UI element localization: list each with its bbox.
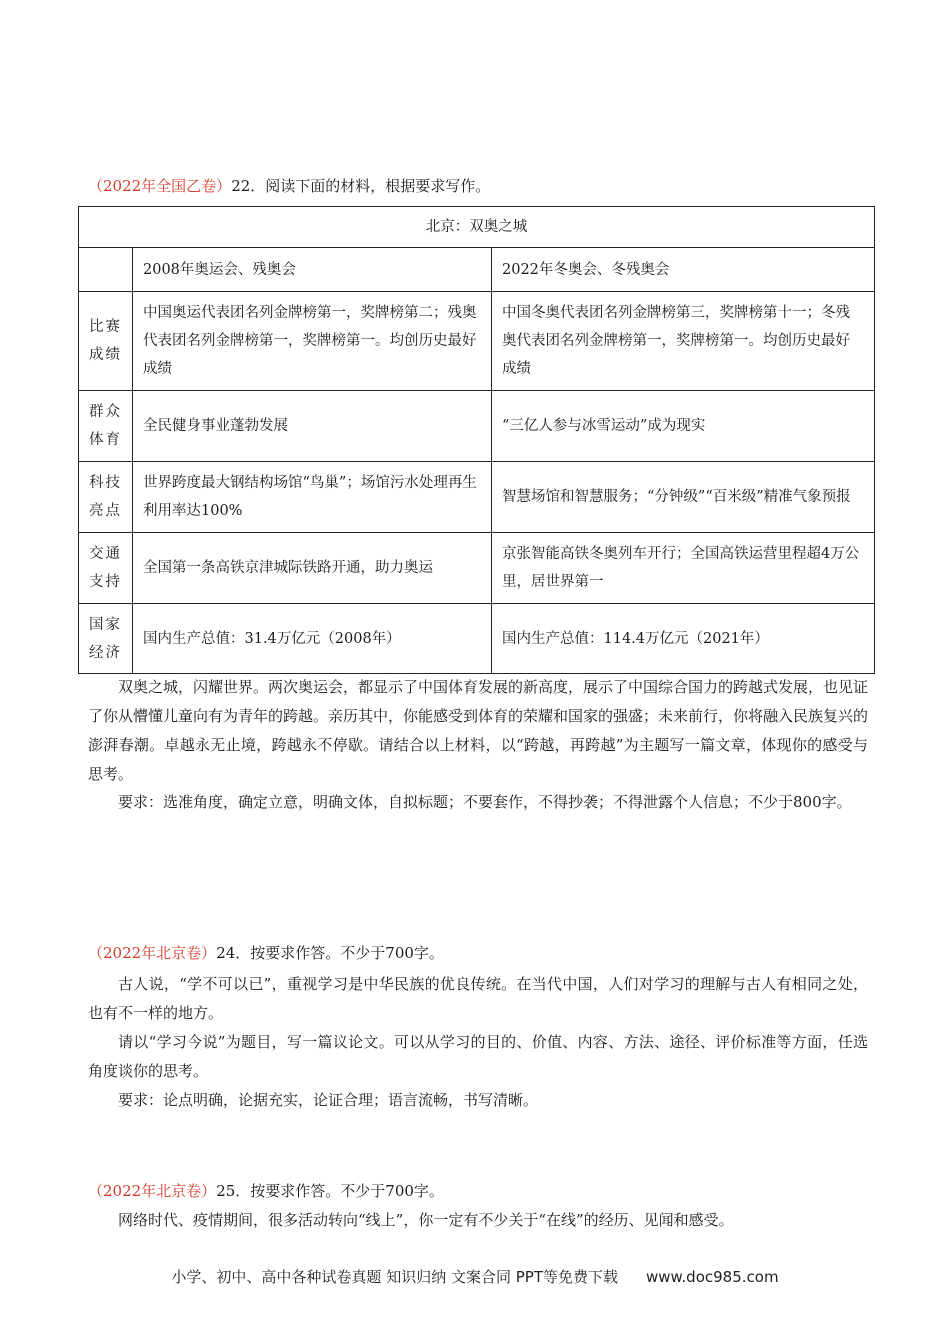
q25-heading bbox=[88, 1180, 444, 1202]
cell-2022: 京张智能高铁冬奥列车开行；全国高铁运营里程超4万公里，居世界第一 bbox=[492, 533, 875, 604]
q24-prompt: 24．按要求作答。不少于700字。 bbox=[216, 944, 444, 962]
cell-2008: 国内生产总值：31.4万亿元（2008年） bbox=[133, 604, 492, 674]
table-header-2022: 2022年冬奥会、冬残奥会 bbox=[492, 248, 875, 292]
q25-prompt: 25．按要求作答。不少于700字。 bbox=[216, 1182, 444, 1200]
q22-heading bbox=[88, 175, 490, 197]
q22-source: （2022年全国乙卷） bbox=[88, 177, 232, 195]
q24-heading bbox=[88, 942, 444, 964]
q22-requirement: 要求：选准角度，确定立意，明确文体，自拟标题；不要套作，不得抄袭；不得泄露个人信息；不少于800字。 bbox=[118, 793, 852, 811]
row-label: 交通支持 bbox=[79, 533, 133, 604]
table-row bbox=[79, 462, 875, 533]
q25-paragraph-1: 网络时代、疫情期间，很多活动转向“线上”，你一定有不少关于“在线”的经历、见闻和感受。 bbox=[118, 1211, 734, 1229]
cell-2022: 中国冬奥代表团名列金牌榜第三，奖牌榜第十一；冬残奥代表团名列金牌榜第一，奖牌榜第一。均创历史最好成绩 bbox=[492, 292, 875, 391]
table-header-2008: 2008年奥运会、残奥会 bbox=[133, 248, 492, 292]
olympics-table bbox=[78, 206, 875, 674]
cell-2008: 中国奥运代表团名列金牌榜第一，奖牌榜第二；残奥代表团名列金牌榜第一，奖牌榜第一。均创历史最好成绩 bbox=[133, 292, 492, 391]
q22-body: 双奥之城，闪耀世界。两次奥运会，都显示了中国体育发展的新高度，展示了中国综合国力的跨越式发展，也见证了你从懵懂儿童向有为青年的跨越。亲历其中，你能感受到体育的荣耀和国家的强盛；未来前行，你将融入民族复兴的澎湃春潮。卓越永无止境，跨越永不停歇。请结合以上材料，以“跨越，再跨越”为主题写一篇文章，体现你的感受与思考。 bbox=[88, 678, 869, 783]
table-row bbox=[79, 533, 875, 604]
footer-link[interactable]: www.doc985.com bbox=[645, 1268, 779, 1286]
footer-text: 小学、初中、高中各种试卷真题 知识归纳 文案合同 PPT等免费下载 bbox=[171, 1268, 618, 1286]
q24-source: （2022年北京卷） bbox=[88, 944, 217, 962]
table-row bbox=[79, 292, 875, 391]
row-label: 国家经济 bbox=[79, 604, 133, 674]
cell-2022: 国内生产总值：114.4万亿元（2021年） bbox=[492, 604, 875, 674]
row-label: 科技亮点 bbox=[79, 462, 133, 533]
page-footer bbox=[0, 1266, 950, 1287]
table-corner-cell bbox=[79, 248, 133, 292]
q24-requirement: 要求：论点明确，论据充实，论证合理；语言流畅，书写清晰。 bbox=[118, 1091, 539, 1109]
q24-paragraph-1: 古人说，“学不可以已”，重视学习是中华民族的优良传统。在当代中国，人们对学习的理解与古人有相同之处，也有不一样的地方。 bbox=[88, 975, 868, 1022]
cell-2008: 世界跨度最大钢结构场馆“鸟巢”；场馆污水处理再生利用率达100% bbox=[133, 462, 492, 533]
cell-2008: 全民健身事业蓬勃发展 bbox=[133, 391, 492, 462]
table-row bbox=[79, 391, 875, 462]
q25-source: （2022年北京卷） bbox=[88, 1182, 217, 1200]
cell-2022: 智慧场馆和智慧服务；“分钟级”“百米级”精准气象预报 bbox=[492, 462, 875, 533]
q24-paragraph-2: 请以“学习今说”为题目，写一篇议论文。可以从学习的目的、价值、内容、方法、途径、评价标准等方面，任选角度谈你的思考。 bbox=[88, 1033, 868, 1080]
row-label: 群众体育 bbox=[79, 391, 133, 462]
q22-prompt: 22．阅读下面的材料，根据要求写作。 bbox=[231, 177, 491, 195]
table-caption: 北京：双奥之城 bbox=[79, 207, 875, 248]
table-row bbox=[79, 604, 875, 674]
row-label: 比赛成绩 bbox=[79, 292, 133, 391]
cell-2022: “三亿人参与冰雪运动”成为现实 bbox=[492, 391, 875, 462]
cell-2008: 全国第一条高铁京津城际铁路开通，助力奥运 bbox=[133, 533, 492, 604]
